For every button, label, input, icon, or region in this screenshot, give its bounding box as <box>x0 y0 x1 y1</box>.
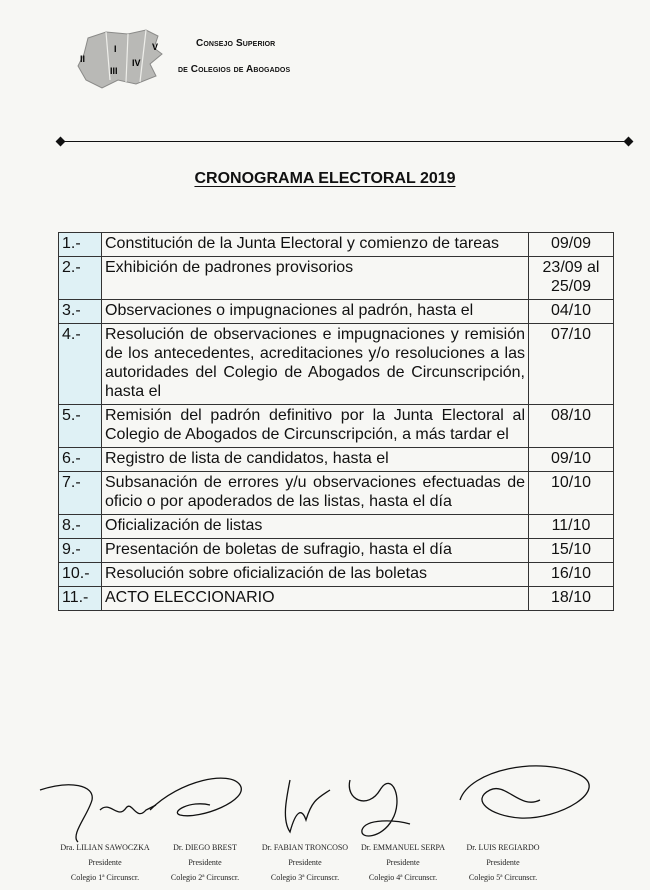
row-description: Remisión del padrón definitivo por la Junta Electoral al Colegio de Abogados de Circunscripción, a más tardar el <box>102 405 529 448</box>
row-description: Presentación de boletas de sufragio, hasta el día <box>102 539 529 563</box>
schedule-row <box>59 233 614 257</box>
row-description: Oficialización de listas <box>102 515 529 539</box>
signatory-name: Dr. EMMANUEL SERPA <box>360 843 446 852</box>
signatory-college: Colegio 1ª Circunscr. <box>70 873 140 882</box>
signatures-area <box>0 760 650 850</box>
row-date: 10/10 <box>529 472 614 515</box>
signatory-role: Presidente <box>88 858 122 867</box>
row-description: Resolución de observaciones e impugnaciones y remisión de los antecedentes, acreditaciones y/o resoluciones a las autoridades del Colegio de Abogados de Circunscripción, hasta el <box>102 324 529 405</box>
rule-dot-right <box>624 137 634 147</box>
signatory-college: Colegio 4ª Circunscr. <box>368 873 438 882</box>
row-date: 15/10 <box>529 539 614 563</box>
schedule-table <box>58 232 614 611</box>
row-description: Subsanación de errores y/u observaciones efectuadas de oficio o por apoderados de las listas, hasta el día <box>102 472 529 515</box>
row-date: 08/10 <box>529 405 614 448</box>
logo-numeral-3: III <box>110 66 118 76</box>
schedule-row <box>59 324 614 405</box>
row-number: 4.- <box>59 324 102 405</box>
org-name-line1: Consejo Superior <box>196 38 276 49</box>
signatory-college: Colegio 2ª Circunscr. <box>170 873 240 882</box>
row-description: Registro de lista de candidatos, hasta el <box>102 448 529 472</box>
row-date: 23/09 al 25/09 <box>529 257 614 300</box>
row-number: 7.- <box>59 472 102 515</box>
row-description: Exhibición de padrones provisorios <box>102 257 529 300</box>
schedule-row <box>59 448 614 472</box>
row-date: 09/10 <box>529 448 614 472</box>
signatory-role: Presidente <box>386 858 420 867</box>
row-number: 3.- <box>59 300 102 324</box>
schedule-row <box>59 257 614 300</box>
signature-1 <box>40 785 156 842</box>
signatory-name: Dra. LILIAN SAWOCZKA <box>60 843 150 852</box>
row-description: Resolución sobre oficialización de las boletas <box>102 563 529 587</box>
row-date: 07/10 <box>529 324 614 405</box>
logo-numeral-1: I <box>114 44 117 54</box>
row-description: ACTO ELECCIONARIO <box>102 587 529 611</box>
schedule-row <box>59 405 614 448</box>
signatory-role: Presidente <box>288 858 322 867</box>
row-number: 8.- <box>59 515 102 539</box>
row-description: Constitución de la Junta Electoral y comienzo de tareas <box>102 233 529 257</box>
signatory-name: Dr. DIEGO BREST <box>173 843 237 852</box>
page-title-text: CRONOGRAMA ELECTORAL 2019 <box>194 170 456 187</box>
schedule-row <box>59 587 614 611</box>
row-date: 09/09 <box>529 233 614 257</box>
row-date: 11/10 <box>529 515 614 539</box>
row-number: 1.- <box>59 233 102 257</box>
page-title <box>0 170 650 188</box>
logo-numeral-4: IV <box>132 58 141 68</box>
row-number: 2.- <box>59 257 102 300</box>
schedule-row <box>59 472 614 515</box>
signatory-college: Colegio 3ª Circunscr. <box>270 873 340 882</box>
row-number: 11.- <box>59 587 102 611</box>
row-date: 04/10 <box>529 300 614 324</box>
signature-5 <box>460 766 589 818</box>
schedule-row <box>59 539 614 563</box>
logo-numeral-2: II <box>80 54 86 64</box>
signatory-role: Presidente <box>188 858 222 867</box>
signature-2 <box>150 778 241 816</box>
row-date: 16/10 <box>529 563 614 587</box>
signatory-role: Presidente <box>486 858 520 867</box>
header-rule <box>60 141 632 142</box>
signature-3 <box>285 780 330 832</box>
row-date: 18/10 <box>529 587 614 611</box>
signatory-name: Dr. LUIS REGIARDO <box>466 843 540 852</box>
schedule-row <box>59 300 614 324</box>
row-number: 5.- <box>59 405 102 448</box>
signatory-college: Colegio 5ª Circunscr. <box>468 873 538 882</box>
row-number: 6.- <box>59 448 102 472</box>
row-number: 10.- <box>59 563 102 587</box>
logo-map <box>66 24 176 94</box>
schedule-row <box>59 563 614 587</box>
org-name-line2: de Colegios de Abogados <box>178 64 291 75</box>
row-description: Observaciones o impugnaciones al padrón, hasta el <box>102 300 529 324</box>
signatory-block <box>443 840 563 885</box>
signature-4 <box>349 780 410 836</box>
row-number: 9.- <box>59 539 102 563</box>
schedule-row <box>59 515 614 539</box>
signatory-name: Dr. FABIAN TRONCOSO <box>261 843 349 852</box>
logo-numeral-5: V <box>152 42 159 52</box>
